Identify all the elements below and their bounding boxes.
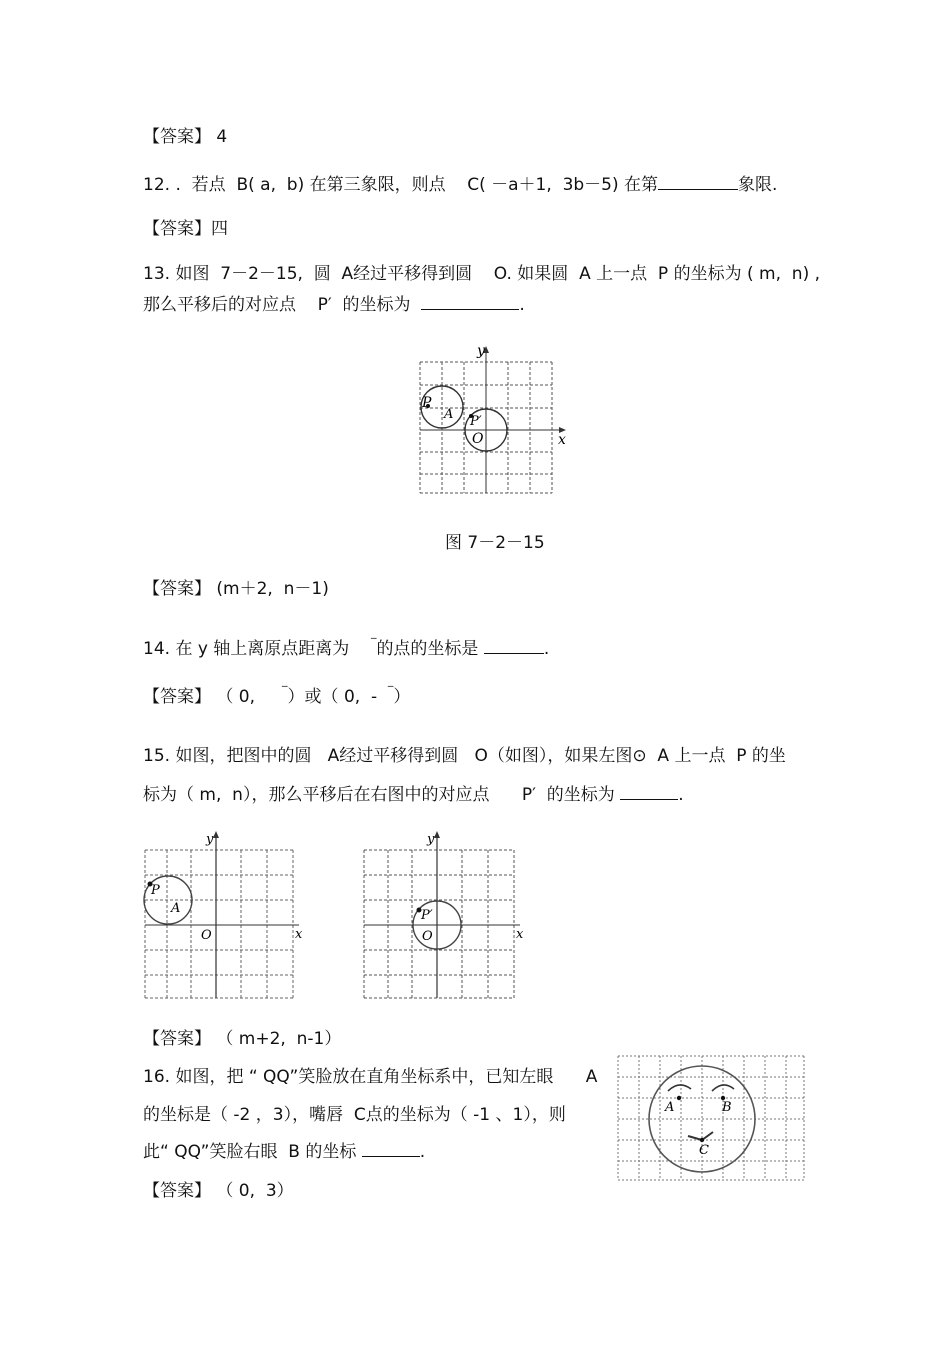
label-O: O — [472, 431, 484, 447]
question-12-text: 12. . 若点 B( a, b) 在第三象限，则点 C( －a＋1, 3b－5) 在第 — [143, 175, 659, 195]
label-C: C — [699, 1143, 709, 1158]
sqrt-symbol: ‾ — [282, 684, 288, 697]
answer-11: 【答案】 4 — [143, 127, 228, 147]
y-axis-label: y — [427, 832, 435, 847]
question-16-line3 — [143, 1140, 425, 1163]
label-O: O — [201, 928, 212, 943]
question-13-line1: 13. 如图 7－2－15, 圆 A经过平移得到圆 O. 如果圆 A 上一点 P 的坐标为 ( m, n) , — [143, 264, 821, 284]
answer-blank — [362, 1140, 420, 1157]
label-A: A — [444, 407, 454, 422]
figure-caption: 图 7－2－15 — [445, 533, 545, 553]
question-16-line2: 的坐标是（ -2 ，3），嘴唇 C点的坐标为（ -1 、1），则 — [143, 1105, 566, 1125]
y-axis-label: y — [206, 832, 214, 847]
x-axis-label: x — [295, 927, 303, 942]
label-P: P — [151, 883, 160, 898]
question-15-line1: 15. 如图，把图中的圆 A经过平移得到圆 O（如图），如果左图⊙ A 上一点 P 的坐 — [143, 746, 786, 766]
sqrt-symbol: ‾ — [370, 636, 377, 649]
period: . — [678, 785, 684, 805]
answer-14-part3: ） — [393, 687, 411, 707]
sqrt-symbol: ‾ — [387, 684, 394, 697]
figure-15-left — [143, 828, 303, 1000]
question-16-line1: 16. 如图，把 “ QQ”笑脸放在直角坐标系中，已知左眼 A — [143, 1067, 598, 1087]
x-axis-label: x — [558, 432, 566, 448]
label-P: P — [422, 395, 432, 411]
answer-blank — [421, 293, 519, 310]
answer-14-part2: ）或（ 0, - — [287, 687, 388, 707]
period: . — [543, 639, 550, 659]
question-13-line2-text: 那么平移后的对应点 P′ 的坐标为 — [143, 295, 411, 315]
y-axis-label: y — [477, 343, 485, 359]
question-16-line3-text: 此“ QQ”笑脸右眼 B 的坐标 — [143, 1142, 357, 1162]
question-14-text: 14. 在 y 轴上离原点距离为 — [143, 639, 371, 659]
question-13-line2 — [143, 293, 525, 316]
period: . — [419, 1142, 426, 1162]
label-A: A — [665, 1100, 675, 1115]
figure-15-right — [360, 828, 530, 1000]
answer-blank — [620, 783, 678, 800]
answer-blank — [484, 637, 544, 654]
answer-14 — [143, 686, 410, 710]
answer-blank — [658, 173, 738, 190]
label-O: O — [422, 929, 433, 944]
answer-15: 【答案】 （ m+2, n-1） — [143, 1029, 342, 1049]
question-14-text-2: 的点的坐标是 — [376, 639, 479, 659]
label-A: A — [171, 901, 181, 916]
question-15-line2 — [143, 783, 684, 806]
period: . — [519, 295, 525, 315]
answer-14-part1: 【答案】 （ 0, — [143, 687, 283, 707]
question-12-suffix: 象限. — [738, 175, 778, 195]
label-B: B — [722, 1100, 732, 1115]
answer-13: 【答案】 (m＋2, n－1) — [143, 579, 329, 599]
question-15-line2-text: 标为（ m, n），那么平移后在右图中的对应点 P′ 的坐标为 — [143, 785, 615, 805]
figure-16-smiley — [616, 1053, 808, 1183]
figure-7-2-15 — [410, 340, 585, 500]
x-axis-label: x — [516, 927, 524, 942]
answer-16: 【答案】 （ 0, 3） — [143, 1181, 294, 1201]
question-12 — [143, 173, 777, 196]
answer-12: 【答案】四 — [143, 219, 228, 239]
label-P-prime: P′ — [470, 414, 482, 429]
label-P-prime: P′ — [421, 908, 433, 923]
question-14 — [143, 637, 549, 662]
